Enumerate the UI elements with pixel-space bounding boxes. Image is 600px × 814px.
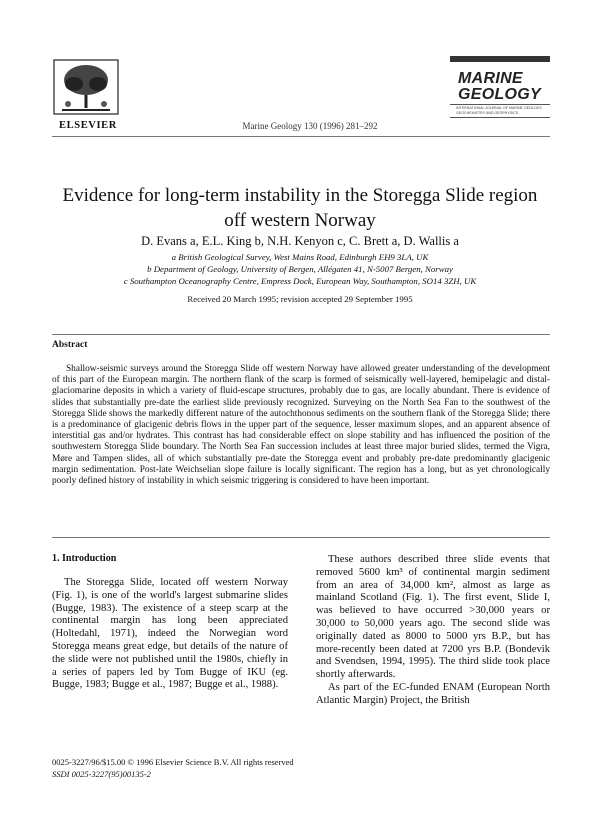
affiliation-b: b Department of Geology, University of Bergen, Allégaten 41, N-5007 Bergen, Norway xyxy=(147,264,453,274)
article-title: Evidence for long-term instability in the Storegga Slide region off western Norway xyxy=(62,185,538,231)
body-divider xyxy=(52,537,550,538)
abstract-heading: Abstract xyxy=(52,340,88,350)
journal-reference: Marine Geology 130 (1996) 281–292 xyxy=(242,121,378,131)
received-dates: Received 20 March 1995; revision accepted 29 September 1995 xyxy=(187,294,413,304)
abstract-divider xyxy=(52,334,550,335)
right-column-paragraph-1: These authors described three slide events that removed 5600 km³ of continental margin sediment from an area of 34,000 km², almost as large as mainland Scotland (Fig. 1). The first event, Slide I, was believed to have occurred >30,000 years or 30,000 to 50,000 years ago. The second slide was originally dated as 8000 to 5000 yrs B.P., but has more-recently been dated at 7200 yrs B.P. (Bondevik and Svendsen, 1994, 1995). The third slide took place shortly afterwards. xyxy=(316,554,550,681)
right-column-paragraph-2: As part of the EC-funded ENAM (European North Atlantic Margin) Project, the British xyxy=(316,681,550,706)
journal-logo-word-2: GEOLOGY xyxy=(458,86,541,103)
left-column-paragraph: The Storegga Slide, located off western Norway (Fig. 1), is one of the world's largest submarine slides (Bugge, 1983). The existence of a steep scarp at the continental margin has long been appreciated (Holtedahl, 1971), indeed the Norwegian word Storegga means great edge, but details of the nature of the slide were not published until the 1980s, chiefly in a series of papers led by Tom Bugge of IKU (eg. Bugge, 1983; Bugge et al., 1987; Bugge et al., 1988). xyxy=(52,577,288,691)
journal-logo-banner xyxy=(450,56,550,62)
publisher-name: ELSEVIER xyxy=(59,120,117,131)
copyright-line: 0025-3227/96/$15.00 © 1996 Elsevier Science B.V. All rights reserved xyxy=(52,757,294,767)
author-list: D. Evans a, E.L. King b, N.H. Kenyon c, C. Brett a, D. Wallis a xyxy=(141,234,459,248)
header-divider xyxy=(52,136,550,137)
journal-logo-word-1: MARINE xyxy=(458,70,523,87)
abstract-body: Shallow-seismic surveys around the Storegga Slide off western Norway have allowed greater understanding of the development of this part of the European margin. The northern flank of the scarp is formed of seismically well-layered, hemipelagic and distal-glaciomarine deposits in which a variety of fluid-escape structures, probably due to gas, are locally abundant. There is evidence of slides that substantially pre-date the earliest slide previously recognized. Surveying on the North Sea Fan to the southwest of the Storegga Slide shows the markedly different nature of the autochthonous sediments on the southern flank of the Storegga Slide; there is a predominance of glacigenic debris flows in the upper part of the sequence, lesser maximum slopes, and an apparent absence of interstitial gas and/or hydrates. This contrast has had considerable effect on slope stability and has influenced the position of the southwestern Storegga Slide boundary. The North Sea Fan succession includes at least three major buried slides, termed the Vigra, Møre and Tampen slides, all of which substantially pre-date the Storegga event and probably pre-date predominantly glacigenic margin sedimentation. Post-late Weichselian slope failure is locally significant. The region has a long, but as yet chronologically poorly defined history of instability in which seismic triggering is considered to have been important. xyxy=(52,364,550,487)
journal-logo-rule xyxy=(450,104,550,105)
affiliation-a: a British Geological Survey, West Mains Road, Edinburgh EH9 3LA, UK xyxy=(171,252,429,262)
right-column xyxy=(316,554,550,708)
section-heading-introduction: 1. Introduction xyxy=(52,553,117,564)
affiliation-c: c Southampton Oceanography Centre, Empress Dock, European Way, Southampton, SO14 3ZH, UK xyxy=(123,276,477,286)
ssdi-line: SSDI 0025-3227(95)00135-2 xyxy=(52,769,151,779)
journal-logo-subtitle: INTERNATIONAL JOURNAL OF MARINE GEOLOGY, GEOCHEMISTRY AND GEOPHYSICS xyxy=(456,106,543,115)
journal-logo-rule xyxy=(450,117,550,118)
elsevier-tree-logo xyxy=(52,58,120,116)
